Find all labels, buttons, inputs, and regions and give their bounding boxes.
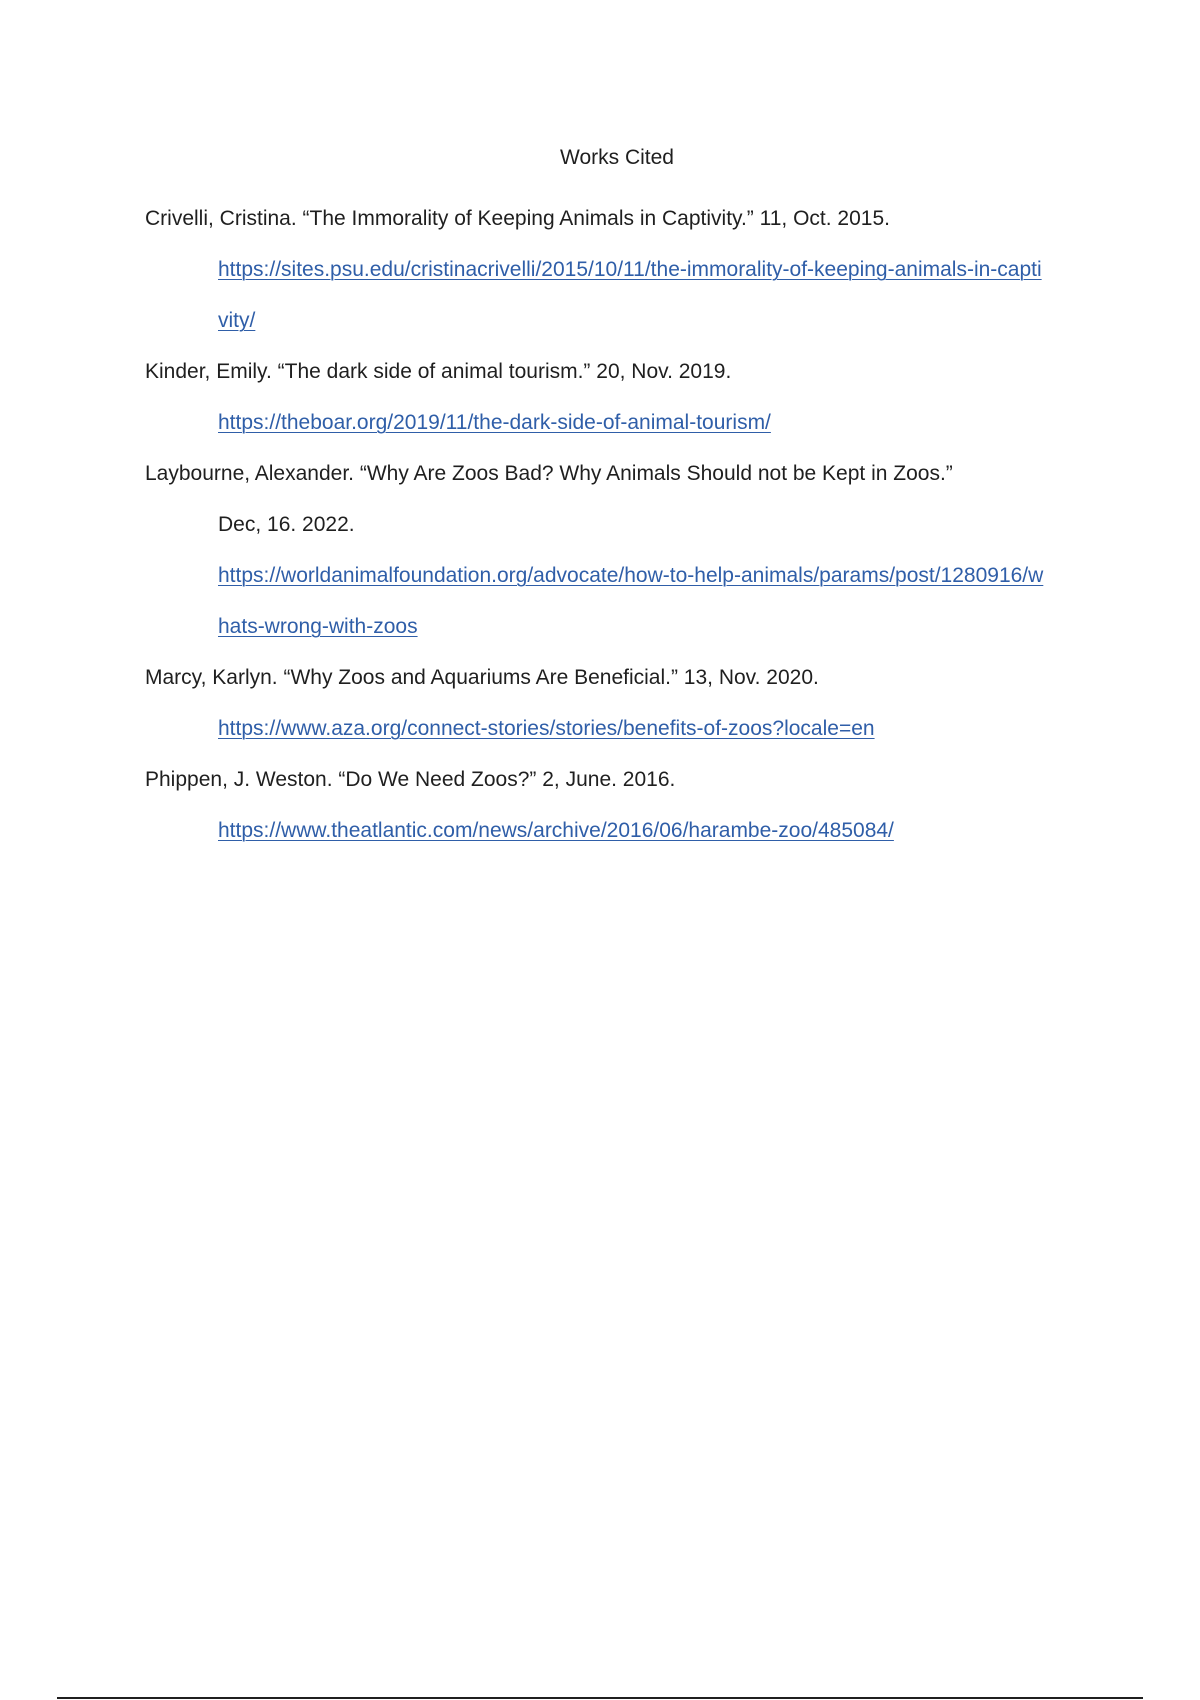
page-bottom-rule xyxy=(57,1697,1143,1699)
citation-link-line xyxy=(145,550,1105,601)
citation-link[interactable]: https://worldanimalfoundation.org/advocate/how-to-help-animals/params/post/1280916/w xyxy=(218,564,1044,587)
citation-text: Marcy, Karlyn. “Why Zoos and Aquariums Are Beneficial.” 13, Nov. 2020. xyxy=(145,666,819,689)
citation-entry xyxy=(145,193,1105,346)
citation-link[interactable]: hats-wrong-with-zoos xyxy=(218,615,418,638)
citation-entry xyxy=(145,448,1105,652)
citation-link-line xyxy=(145,601,1105,652)
citation-link-line xyxy=(145,244,1105,295)
citation-link[interactable]: https://sites.psu.edu/cristinacrivelli/2015/10/11/the-immorality-of-keeping-animals-in-capti xyxy=(218,258,1042,281)
citation-text: Kinder, Emily. “The dark side of animal tourism.” 20, Nov. 2019. xyxy=(145,360,732,383)
citation-link[interactable]: https://theboar.org/2019/11/the-dark-side-of-animal-tourism/ xyxy=(218,411,771,434)
citation-entry xyxy=(145,754,1105,856)
citation-link-line xyxy=(145,397,1105,448)
citation-link[interactable]: vity/ xyxy=(218,309,256,332)
citation-link-line xyxy=(145,703,1105,754)
citation-link-line xyxy=(145,805,1105,856)
citation-text: Phippen, J. Weston. “Do We Need Zoos?” 2, June. 2016. xyxy=(145,768,676,791)
citation-link[interactable]: https://www.theatlantic.com/news/archive/2016/06/harambe-zoo/485084/ xyxy=(218,819,894,842)
page-title: Works Cited xyxy=(560,146,674,169)
citation-link-line xyxy=(145,295,1105,346)
citation-link[interactable]: https://www.aza.org/connect-stories/stories/benefits-of-zoos?locale=en xyxy=(218,717,875,740)
citation-entry xyxy=(145,652,1105,754)
citation-text-continued: Dec, 16. 2022. xyxy=(218,513,355,536)
works-cited-list xyxy=(145,193,1105,856)
citation-text: Crivelli, Cristina. “The Immorality of Keeping Animals in Captivity.” 11, Oct. 2015. xyxy=(145,207,890,230)
citation-text: Laybourne, Alexander. “Why Are Zoos Bad? Why Animals Should not be Kept in Zoos.” xyxy=(145,462,953,485)
citation-entry xyxy=(145,346,1105,448)
